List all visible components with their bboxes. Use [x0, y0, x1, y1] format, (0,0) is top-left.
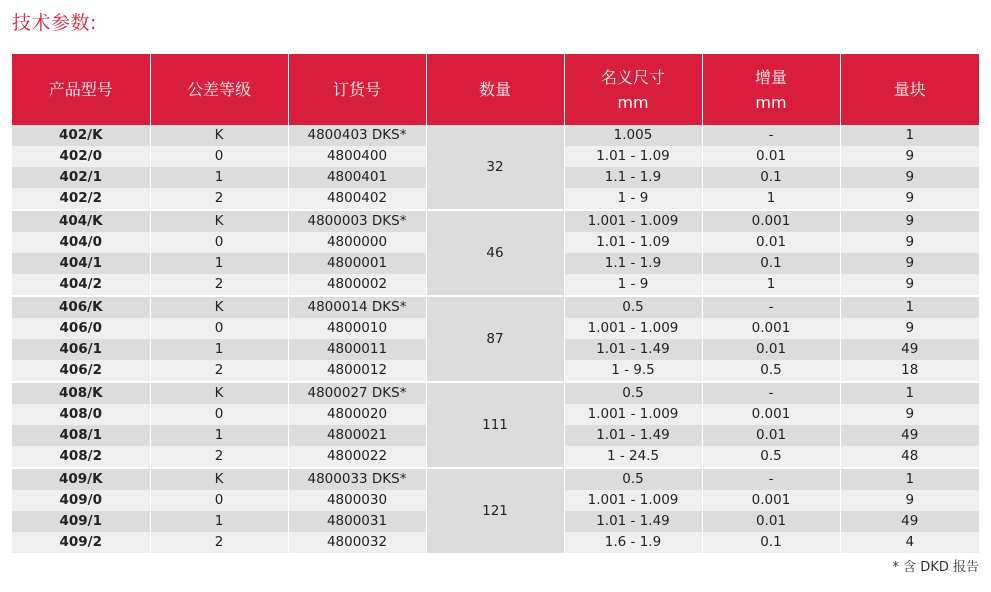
table-row: [12, 468, 979, 490]
cell-inc: -: [702, 125, 840, 146]
cell-size: 1 - 9.5: [564, 360, 702, 382]
cell-model: 406/1: [12, 339, 150, 360]
cell-blocks: 1: [840, 382, 979, 404]
cell-inc: 0.001: [702, 490, 840, 511]
table-row: [12, 382, 979, 404]
cell-quantity: 32: [426, 125, 564, 210]
table-row: [12, 125, 979, 146]
cell-model: 409/1: [12, 511, 150, 532]
cell-model: 409/K: [12, 468, 150, 490]
cell-inc: 0.1: [702, 532, 840, 553]
cell-size: 1.001 - 1.009: [564, 490, 702, 511]
cell-inc: 0.1: [702, 167, 840, 188]
table-row: [12, 210, 979, 232]
cell-size: 1.01 - 1.09: [564, 146, 702, 167]
cell-model: 408/2: [12, 446, 150, 468]
cell-blocks: 9: [840, 274, 979, 296]
header-label: 产品型号: [48, 80, 113, 99]
cell-blocks: 9: [840, 318, 979, 339]
cell-model: 406/K: [12, 296, 150, 318]
cell-blocks: 49: [840, 339, 979, 360]
cell-size: 1.1 - 1.9: [564, 253, 702, 274]
col-gauge-blocks-header: [840, 54, 979, 125]
cell-inc: 0.01: [702, 425, 840, 446]
cell-order: 4800020: [288, 404, 426, 425]
cell-order: 4800402: [288, 188, 426, 210]
header-label: 数量: [478, 80, 511, 99]
cell-blocks: 48: [840, 446, 979, 468]
cell-model: 402/0: [12, 146, 150, 167]
header-label: mm: [617, 92, 649, 112]
header-label: 增量: [754, 67, 787, 87]
cell-size: 1.01 - 1.49: [564, 511, 702, 532]
col-product-model-header: [12, 54, 150, 125]
cell-inc: 1: [702, 274, 840, 296]
cell-blocks: 1: [840, 125, 979, 146]
cell-blocks: 9: [840, 232, 979, 253]
cell-grade: K: [150, 210, 288, 232]
cell-inc: -: [702, 382, 840, 404]
cell-grade: 2: [150, 188, 288, 210]
cell-blocks: 9: [840, 167, 979, 188]
cell-order: 4800032: [288, 532, 426, 553]
header-label: 名义尺寸: [600, 67, 665, 87]
cell-size: 1.001 - 1.009: [564, 318, 702, 339]
cell-model: 409/2: [12, 532, 150, 553]
col-increment-header: [702, 54, 840, 125]
cell-size: 1.6 - 1.9: [564, 532, 702, 553]
cell-model: 402/2: [12, 188, 150, 210]
cell-grade: 2: [150, 446, 288, 468]
cell-blocks: 1: [840, 468, 979, 490]
cell-grade: 1: [150, 425, 288, 446]
cell-size: 1 - 9: [564, 188, 702, 210]
col-tolerance-grade-header: [150, 54, 288, 125]
cell-blocks: 9: [840, 490, 979, 511]
cell-blocks: 18: [840, 360, 979, 382]
cell-size: 1.001 - 1.009: [564, 210, 702, 232]
cell-order: 4800403 DKS*: [288, 125, 426, 146]
cell-grade: 0: [150, 318, 288, 339]
cell-model: 406/0: [12, 318, 150, 339]
cell-grade: 0: [150, 404, 288, 425]
cell-grade: K: [150, 382, 288, 404]
cell-inc: 0.01: [702, 232, 840, 253]
section-title: 技术参数:: [12, 12, 97, 34]
cell-size: 1 - 9: [564, 274, 702, 296]
cell-order: 4800031: [288, 511, 426, 532]
cell-blocks: 9: [840, 188, 979, 210]
cell-order: 4800000: [288, 232, 426, 253]
cell-inc: 0.1: [702, 253, 840, 274]
cell-inc: 0.01: [702, 511, 840, 532]
cell-grade: 0: [150, 146, 288, 167]
cell-grade: 0: [150, 232, 288, 253]
cell-model: 402/K: [12, 125, 150, 146]
header-label: 公差等级: [186, 80, 251, 99]
cell-grade: 1: [150, 167, 288, 188]
header-label: mm: [755, 92, 787, 112]
cell-grade: K: [150, 468, 288, 490]
cell-inc: 0.5: [702, 446, 840, 468]
cell-grade: 2: [150, 360, 288, 382]
cell-inc: 0.01: [702, 339, 840, 360]
cell-order: 4800400: [288, 146, 426, 167]
cell-grade: K: [150, 125, 288, 146]
cell-order: 4800014 DKS*: [288, 296, 426, 318]
cell-model: 408/1: [12, 425, 150, 446]
cell-grade: 1: [150, 253, 288, 274]
table-body: [12, 125, 979, 553]
cell-grade: 2: [150, 532, 288, 553]
cell-inc: 0.001: [702, 404, 840, 425]
cell-grade: 2: [150, 274, 288, 296]
cell-blocks: 1: [840, 296, 979, 318]
cell-size: 1.01 - 1.49: [564, 425, 702, 446]
cell-model: 404/1: [12, 253, 150, 274]
cell-order: 4800021: [288, 425, 426, 446]
footnote: * 含 DKD 报告: [892, 560, 979, 575]
cell-inc: 1: [702, 188, 840, 210]
header-label: 量块: [893, 80, 926, 99]
cell-order: 4800401: [288, 167, 426, 188]
cell-size: 0.5: [564, 382, 702, 404]
cell-size: 1.001 - 1.009: [564, 404, 702, 425]
cell-inc: -: [702, 296, 840, 318]
cell-order: 4800027 DKS*: [288, 382, 426, 404]
cell-size: 1 - 24.5: [564, 446, 702, 468]
cell-quantity: 46: [426, 210, 564, 296]
table-row: [12, 296, 979, 318]
cell-quantity: 111: [426, 382, 564, 468]
cell-size: 1.01 - 1.09: [564, 232, 702, 253]
cell-model: 409/0: [12, 490, 150, 511]
cell-quantity: 87: [426, 296, 564, 382]
cell-model: 404/K: [12, 210, 150, 232]
cell-order: 4800010: [288, 318, 426, 339]
cell-quantity: 121: [426, 468, 564, 553]
cell-blocks: 9: [840, 210, 979, 232]
cell-grade: 1: [150, 339, 288, 360]
cell-blocks: 9: [840, 253, 979, 274]
cell-order: 4800011: [288, 339, 426, 360]
cell-model: 408/0: [12, 404, 150, 425]
cell-blocks: 4: [840, 532, 979, 553]
cell-inc: -: [702, 468, 840, 490]
cell-order: 4800030: [288, 490, 426, 511]
cell-size: 1.1 - 1.9: [564, 167, 702, 188]
cell-grade: 0: [150, 490, 288, 511]
cell-inc: 0.5: [702, 360, 840, 382]
cell-size: 1.005: [564, 125, 702, 146]
cell-model: 408/K: [12, 382, 150, 404]
cell-size: 0.5: [564, 468, 702, 490]
cell-order: 4800012: [288, 360, 426, 382]
cell-size: 1.01 - 1.49: [564, 339, 702, 360]
cell-blocks: 49: [840, 425, 979, 446]
cell-model: 404/2: [12, 274, 150, 296]
cell-model: 404/0: [12, 232, 150, 253]
cell-inc: 0.001: [702, 318, 840, 339]
col-nominal-size-header: [564, 54, 702, 125]
cell-model: 406/2: [12, 360, 150, 382]
cell-order: 4800002: [288, 274, 426, 296]
cell-order: 4800033 DKS*: [288, 468, 426, 490]
col-quantity-header: [426, 54, 564, 125]
cell-inc: 0.01: [702, 146, 840, 167]
cell-inc: 0.001: [702, 210, 840, 232]
cell-blocks: 49: [840, 511, 979, 532]
cell-grade: K: [150, 296, 288, 318]
cell-order: 4800003 DKS*: [288, 210, 426, 232]
col-order-number-header: [288, 54, 426, 125]
cell-order: 4800022: [288, 446, 426, 468]
cell-grade: 1: [150, 511, 288, 532]
cell-size: 0.5: [564, 296, 702, 318]
cell-order: 4800001: [288, 253, 426, 274]
table-header-row: [12, 54, 979, 125]
spec-table: [12, 54, 979, 553]
header-label: 订货号: [332, 80, 381, 99]
cell-blocks: 9: [840, 404, 979, 425]
cell-blocks: 9: [840, 146, 979, 167]
cell-model: 402/1: [12, 167, 150, 188]
